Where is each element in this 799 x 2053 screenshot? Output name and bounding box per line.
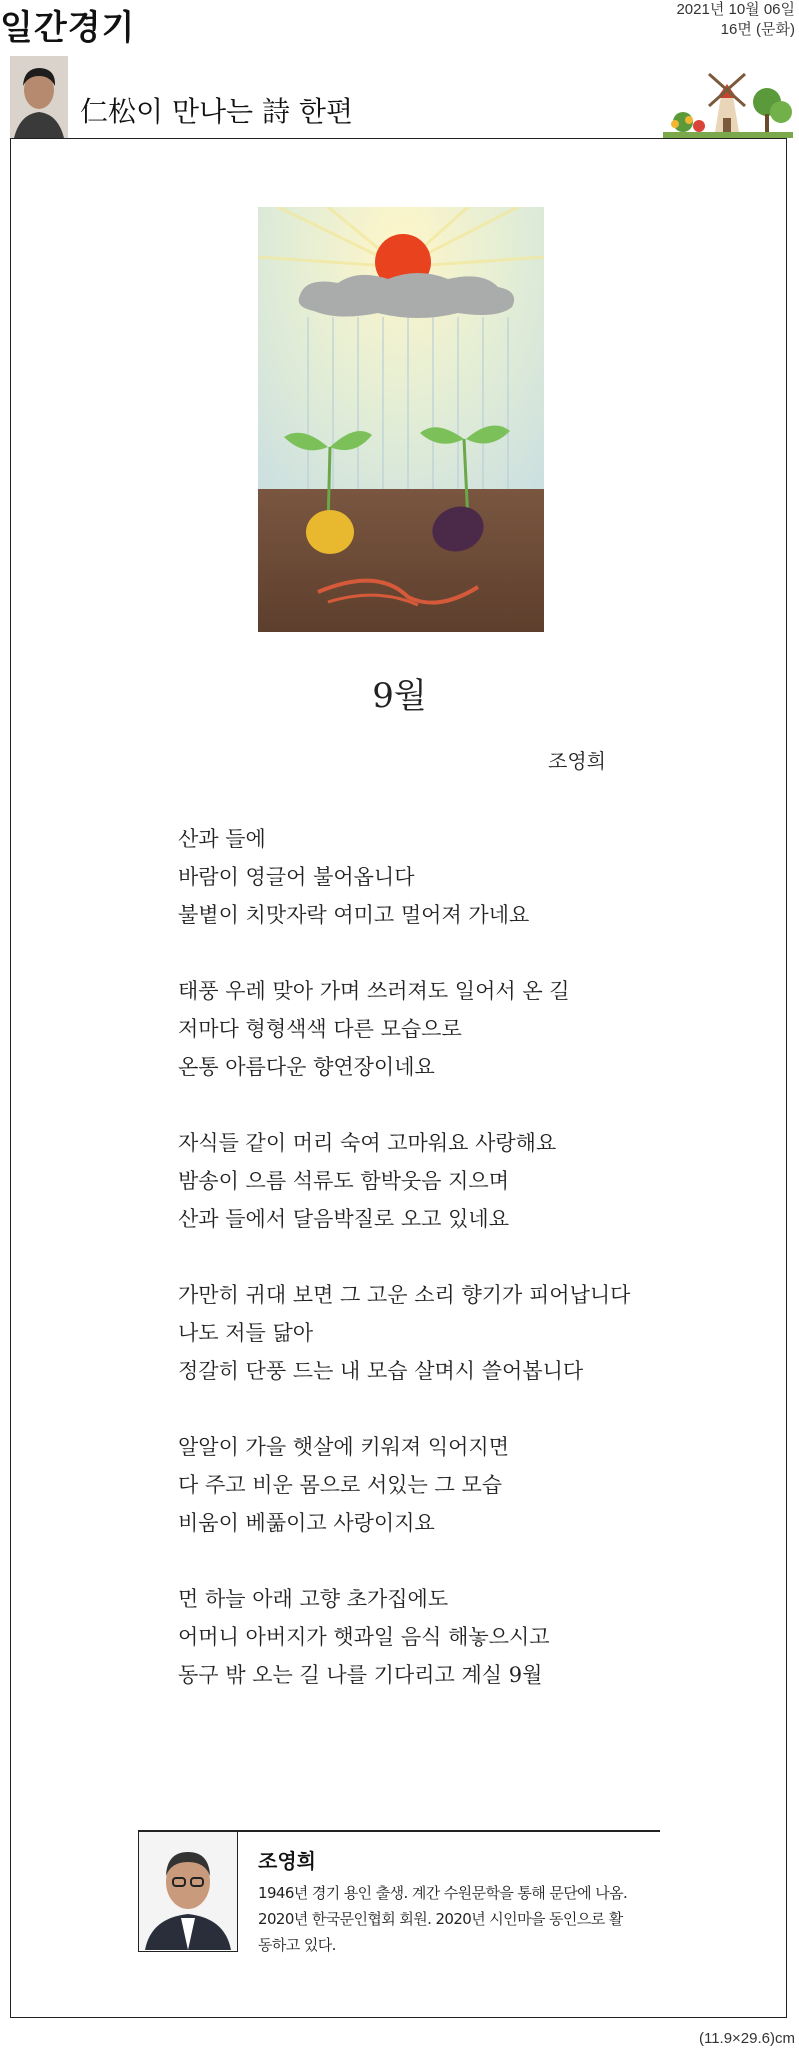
poem-title: 9월 — [372, 676, 427, 716]
article-size-note: (11.9×29.6)cm — [698, 2030, 795, 2047]
poem-stanza — [178, 820, 738, 934]
poem-line: 저마다 형형색색 다른 모습으로 — [178, 1017, 462, 1041]
windmill-garden-illustration — [663, 66, 793, 138]
section-title: 仁松이 만나는 詩 한편 — [80, 95, 353, 128]
poem-line: 밤송이 으름 석류도 함박웃음 지으며 — [178, 1169, 509, 1193]
poem-line: 어머니 아버지가 햇과일 음식 해놓으시고 — [178, 1625, 550, 1649]
poem-stanza — [178, 1124, 738, 1238]
poem-line: 먼 하늘 아래 고향 초가집에도 — [178, 1587, 449, 1611]
poem-body — [178, 820, 738, 1732]
poem-line: 온통 아름다운 향연장이네요 — [178, 1055, 435, 1079]
poem-line: 태풍 우레 맞아 가며 쓰러져도 일어서 온 길 — [178, 979, 570, 1003]
poem-line: 자식들 같이 머리 숙여 고마워요 사랑해요 — [178, 1131, 557, 1155]
poem-line: 동구 밖 오는 길 나를 기다리고 계실 9월 — [178, 1663, 543, 1687]
bio-line: 1946년 경기 용인 출생. 계간 수원문학을 통해 문단에 나옴. — [258, 1884, 628, 1902]
poet-name: 조영희 — [548, 749, 606, 773]
poem-stanza — [178, 1276, 738, 1390]
poem-line: 불볕이 치맛자락 여미고 멀어져 가네요 — [178, 903, 530, 927]
poet-portrait — [138, 1832, 238, 1952]
poem-line: 나도 저들 닮아 — [178, 1321, 314, 1345]
poem-line: 바람이 영글어 불어옵니다 — [178, 865, 415, 889]
poem-stanza — [178, 1580, 738, 1694]
seedling-painting — [258, 207, 544, 632]
bio-text — [258, 1880, 666, 1958]
poem-stanza — [178, 972, 738, 1086]
poem-stanza — [178, 1428, 738, 1542]
poem-line: 알알이 가을 햇살에 키워져 익어지면 — [178, 1435, 509, 1459]
poem-line: 비움이 베풂이고 사랑이지요 — [178, 1511, 435, 1535]
page-section: 16면 (문화) — [720, 21, 795, 38]
poem-line: 산과 들에서 달음박질로 오고 있네요 — [178, 1207, 509, 1231]
newspaper-masthead: 일간경기 — [0, 8, 136, 48]
bio-line: 동하고 있다. — [258, 1936, 336, 1954]
poem-line: 가만히 귀대 보면 그 고운 소리 향기가 피어납니다 — [178, 1283, 631, 1307]
section-header — [0, 50, 799, 140]
columnist-avatar — [10, 56, 68, 138]
bio-line: 2020년 한국문인협회 회원. 2020년 시인마을 동인으로 활 — [258, 1910, 623, 1928]
poem-line: 다 주고 비운 몸으로 서있는 그 모습 — [178, 1473, 503, 1497]
bio-name: 조영희 — [258, 1849, 316, 1873]
poem-line: 정갈히 단풍 드는 내 모습 살며시 쓸어봅니다 — [178, 1359, 584, 1383]
poem-line: 산과 들에 — [178, 827, 266, 851]
publish-date: 2021년 10월 06일 — [676, 1, 795, 18]
dateline — [676, 0, 795, 40]
